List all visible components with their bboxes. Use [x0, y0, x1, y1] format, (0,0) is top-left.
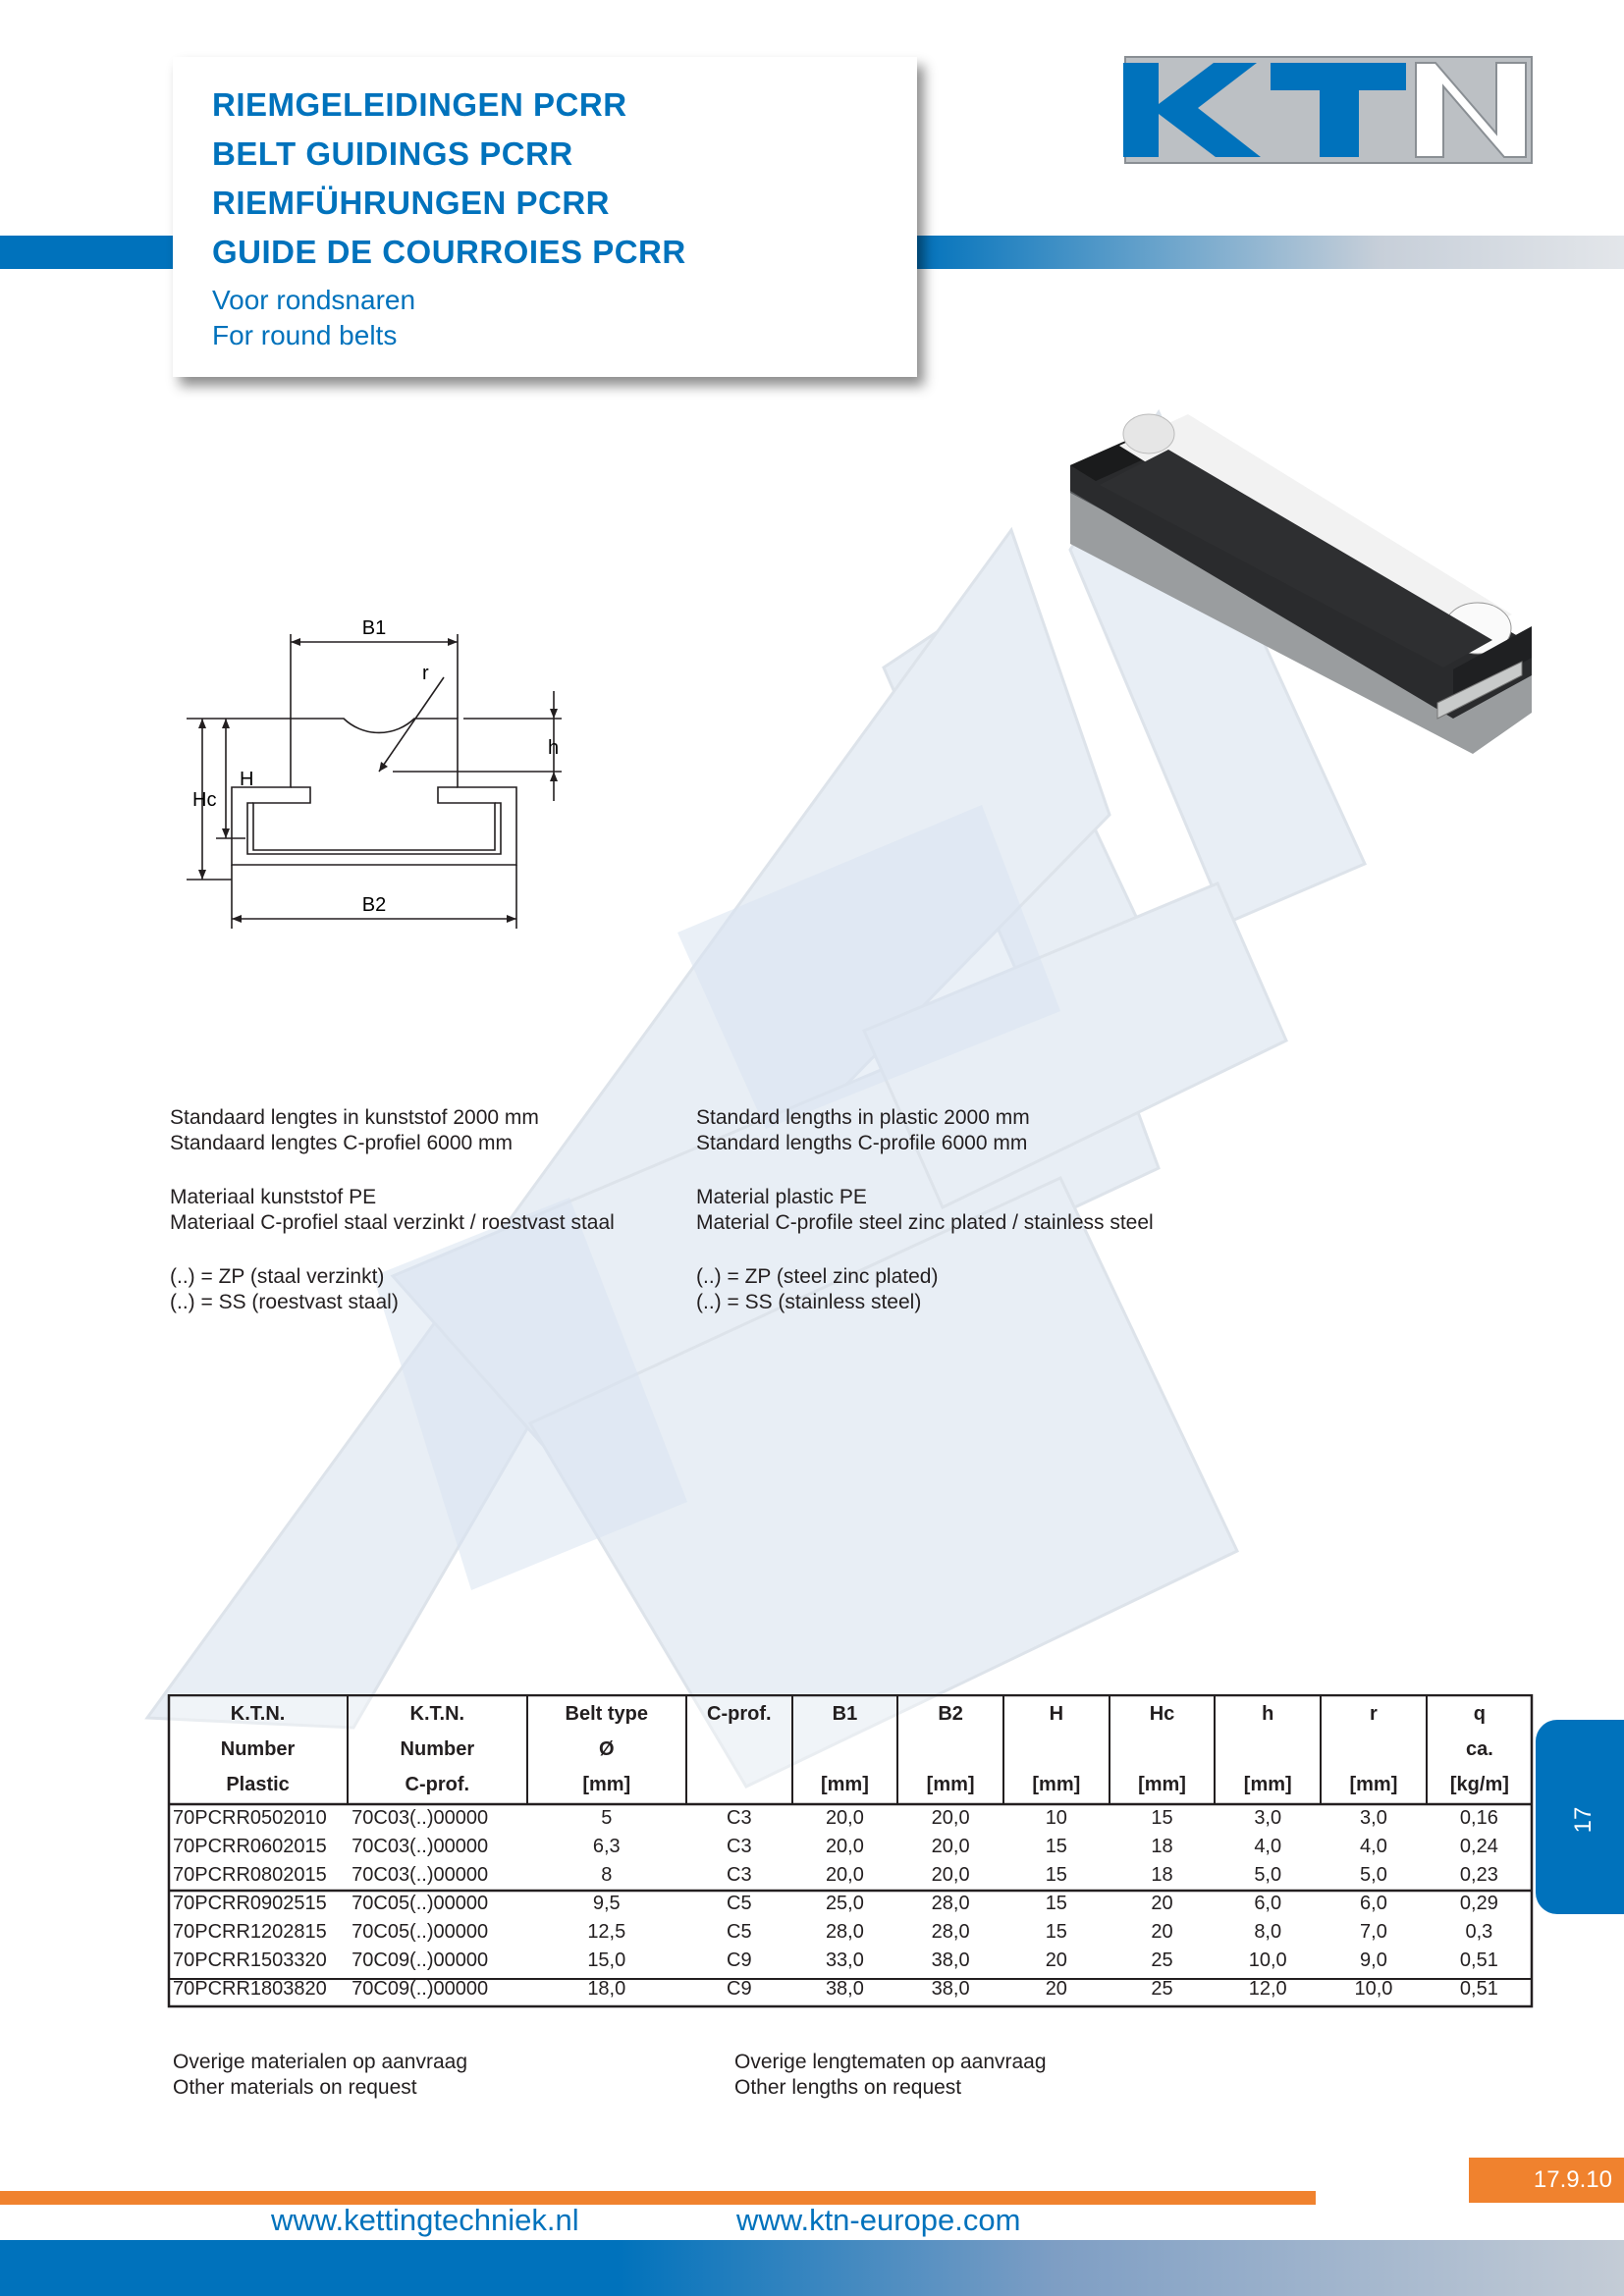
header-col-0-line-0: K.T.N. — [230, 1703, 286, 1725]
dim-b1-label: B1 — [361, 617, 387, 639]
table-cell: 0,3 — [1465, 1921, 1493, 1943]
dim-hc-label: Hc — [192, 789, 217, 811]
table-cell: 70PCRR0902515 — [173, 1893, 327, 1914]
table-cell: 20 — [1151, 1921, 1173, 1943]
header-col-10-line-0: q — [1473, 1703, 1486, 1725]
table-cell: 9,5 — [592, 1893, 621, 1914]
table-cell: 28,0 — [825, 1921, 864, 1943]
info-en-std-cprofile: Standard lengths C-profile 6000 mm — [696, 1132, 1028, 1154]
table-cell: 38,0 — [931, 1978, 970, 2000]
table-cell: 7,0 — [1360, 1921, 1387, 1943]
table-cell: 70PCRR1202815 — [173, 1921, 327, 1943]
table-cell: 12,5 — [587, 1921, 626, 1943]
title-box — [173, 57, 917, 377]
table-cell: 70PCRR0502010 — [173, 1807, 327, 1829]
info-nl-material-cprofile: Materiaal C-profiel staal verzinkt / roestvast staal — [170, 1211, 615, 1234]
info-nl-std-plastic: Standaard lengtes in kunststof 2000 mm — [170, 1106, 539, 1129]
table-cell: 70PCRR1803820 — [173, 1978, 327, 2000]
header-col-2-line-1: Ø — [599, 1738, 615, 1760]
title-nl: RIEMGELEIDINGEN PCRR — [212, 86, 627, 123]
table-cell: 70C05(..)00000 — [352, 1921, 489, 1943]
info-en-zp: (..) = ZP (steel zinc plated) — [696, 1265, 939, 1288]
header-col-9-line-0: r — [1370, 1703, 1378, 1725]
info-nl-std-cprofile: Standaard lengtes C-profiel 6000 mm — [170, 1132, 514, 1154]
header-col-4-line-0: B1 — [832, 1703, 858, 1725]
table-cell: 8 — [601, 1864, 613, 1886]
table-cell: 70C05(..)00000 — [352, 1893, 489, 1914]
header-col-9-line-2: [mm] — [1349, 1774, 1398, 1795]
table-cell: 25 — [1151, 1978, 1173, 2000]
header-col-10-line-1: ca. — [1465, 1738, 1493, 1760]
header-col-8-line-0: h — [1262, 1703, 1274, 1725]
table-cell: 20,0 — [931, 1864, 970, 1886]
header-col-2-line-0: Belt type — [565, 1703, 649, 1725]
header-col-10-line-2: [kg/m] — [1449, 1774, 1509, 1795]
table-cell: 20,0 — [931, 1807, 970, 1829]
header-col-4-line-2: [mm] — [820, 1774, 869, 1795]
table-cell: 33,0 — [825, 1949, 864, 1971]
table-cell: 20,0 — [825, 1836, 864, 1857]
header-col-7-line-0: Hc — [1149, 1703, 1175, 1725]
table-cell: 9,0 — [1360, 1949, 1387, 1971]
info-en-material-plastic: Material plastic PE — [696, 1186, 867, 1208]
header-col-3-line-0: C-prof. — [707, 1703, 772, 1725]
table-frame — [167, 1694, 1534, 2008]
product-3d-image — [1060, 404, 1532, 770]
header-col-1-line-0: K.T.N. — [409, 1703, 465, 1725]
table-cell: C3 — [727, 1836, 752, 1857]
table-cell: 70C03(..)00000 — [352, 1807, 489, 1829]
header-col-8-line-2: [mm] — [1243, 1774, 1292, 1795]
table-cell: 0,16 — [1459, 1807, 1498, 1829]
table-cell: 0,51 — [1459, 1978, 1498, 2000]
table-cell: C3 — [727, 1864, 752, 1886]
table-cell: 3,0 — [1254, 1807, 1282, 1829]
header-col-5-line-2: [mm] — [926, 1774, 975, 1795]
table-cell: 6,3 — [592, 1836, 621, 1857]
note-lengths-en: Other lengths on request — [734, 2076, 962, 2099]
table-cell: 6,0 — [1360, 1893, 1387, 1914]
header-col-1-line-1: Number — [400, 1738, 475, 1760]
table-cell: 25 — [1151, 1949, 1173, 1971]
table-cell: 70PCRR0602015 — [173, 1836, 327, 1857]
table-cell: C3 — [727, 1807, 752, 1829]
page-number: 17 — [1570, 1806, 1597, 1834]
header-col-0-line-2: Plastic — [226, 1774, 290, 1795]
table-cell: C5 — [727, 1893, 752, 1914]
dim-H-label: H — [240, 769, 254, 790]
table-cell: 3,0 — [1360, 1807, 1387, 1829]
table-cell: 15 — [1045, 1836, 1067, 1857]
footer-orange-bar — [0, 2191, 1316, 2205]
table-cell: 12,0 — [1248, 1978, 1287, 2000]
table-cell: 15 — [1045, 1893, 1067, 1914]
title-en: BELT GUIDINGS PCRR — [212, 135, 573, 172]
table-cell: 70C09(..)00000 — [352, 1949, 489, 1971]
subtitle-en: For round belts — [212, 320, 398, 350]
title-fr: GUIDE DE COURROIES PCRR — [212, 234, 686, 270]
table-cell: 15 — [1045, 1921, 1067, 1943]
table-cell: 15 — [1151, 1807, 1173, 1829]
header-col-6-line-0: H — [1049, 1703, 1064, 1725]
table-cell: 10 — [1045, 1807, 1067, 1829]
table-cell: 70C03(..)00000 — [352, 1864, 489, 1886]
table-cell: 0,51 — [1459, 1949, 1498, 1971]
table-cell: 70C09(..)00000 — [352, 1978, 489, 2000]
table-cell: 0,23 — [1459, 1864, 1498, 1886]
table-cell: 5,0 — [1360, 1864, 1387, 1886]
table-cell: 20 — [1045, 1978, 1067, 2000]
table-cell: 70C03(..)00000 — [352, 1836, 489, 1857]
table-cell: 20 — [1151, 1893, 1173, 1914]
table-cell: C5 — [727, 1921, 752, 1943]
header-col-0-line-1: Number — [220, 1738, 296, 1760]
table-cell: 6,0 — [1254, 1893, 1282, 1914]
table-cell: 28,0 — [931, 1921, 970, 1943]
table-cell: 8,0 — [1254, 1921, 1282, 1943]
header-col-2-line-2: [mm] — [582, 1774, 631, 1795]
info-en-std-plastic: Standard lengths in plastic 2000 mm — [696, 1106, 1030, 1129]
table-cell: 70PCRR0802015 — [173, 1864, 327, 1886]
url-kettingtechniek[interactable]: www.kettingtechniek.nl — [271, 2203, 579, 2237]
table-cell: 38,0 — [825, 1978, 864, 2000]
page-number-tab — [1536, 1720, 1624, 1914]
header-col-6-line-2: [mm] — [1032, 1774, 1081, 1795]
table-cell: 20 — [1045, 1949, 1067, 1971]
info-nl-zp: (..) = ZP (staal verzinkt) — [170, 1265, 385, 1288]
table-cell: 15 — [1045, 1864, 1067, 1886]
table-cell: C9 — [727, 1978, 752, 2000]
ktn-logo — [1123, 53, 1536, 167]
dim-r-label: r — [422, 663, 429, 684]
table-cell: 10,0 — [1354, 1978, 1393, 2000]
table-cell: 18 — [1151, 1836, 1173, 1857]
note-materials-en: Other materials on request — [173, 2076, 417, 2099]
table-cell: 4,0 — [1254, 1836, 1282, 1857]
table-cell: 18,0 — [587, 1978, 626, 2000]
table-cell: 0,29 — [1459, 1893, 1498, 1914]
table-cell: 5,0 — [1254, 1864, 1282, 1886]
header-col-1-line-2: C-prof. — [405, 1774, 470, 1795]
table-cell: 28,0 — [931, 1893, 970, 1914]
info-nl-ss: (..) = SS (roestvast staal) — [170, 1291, 399, 1313]
note-lengths-nl: Overige lengtematen op aanvraag — [734, 2051, 1047, 2073]
header-col-5-line-0: B2 — [938, 1703, 963, 1725]
note-materials-nl: Overige materialen op aanvraag — [173, 2051, 468, 2073]
table-cell: 15,0 — [587, 1949, 626, 1971]
table-cell: 0,24 — [1459, 1836, 1498, 1857]
table-cell: 4,0 — [1360, 1836, 1387, 1857]
table-cell: 70PCRR1503320 — [173, 1949, 327, 1971]
subtitle-nl: Voor rondsnaren — [212, 285, 416, 315]
table-cell: 38,0 — [931, 1949, 970, 1971]
url-ktn-europe[interactable]: www.ktn-europe.com — [736, 2203, 1021, 2237]
info-nl-material-plastic: Materiaal kunststof PE — [170, 1186, 377, 1208]
info-en-ss: (..) = SS (stainless steel) — [696, 1291, 922, 1313]
dim-b2-label: B2 — [361, 894, 387, 916]
table-cell: 5 — [601, 1807, 613, 1829]
header-col-7-line-2: [mm] — [1138, 1774, 1186, 1795]
table-cell: 20,0 — [825, 1807, 864, 1829]
technical-drawing — [187, 614, 579, 929]
info-en-material-cprofile: Material C-profile steel zinc plated / stainless steel — [696, 1211, 1154, 1234]
footer-blue-bar — [0, 2240, 1624, 2296]
table-cell: C9 — [727, 1949, 752, 1971]
table-cell: 18 — [1151, 1864, 1173, 1886]
title-de: RIEMFÜHRUNGEN PCRR — [212, 185, 610, 221]
table-cell: 20,0 — [825, 1864, 864, 1886]
table-cell: 10,0 — [1248, 1949, 1287, 1971]
dim-h-label: h — [548, 737, 560, 759]
table-cell: 20,0 — [931, 1836, 970, 1857]
date-badge: 17.9.10 — [1469, 2158, 1624, 2203]
table-cell: 25,0 — [825, 1893, 864, 1914]
